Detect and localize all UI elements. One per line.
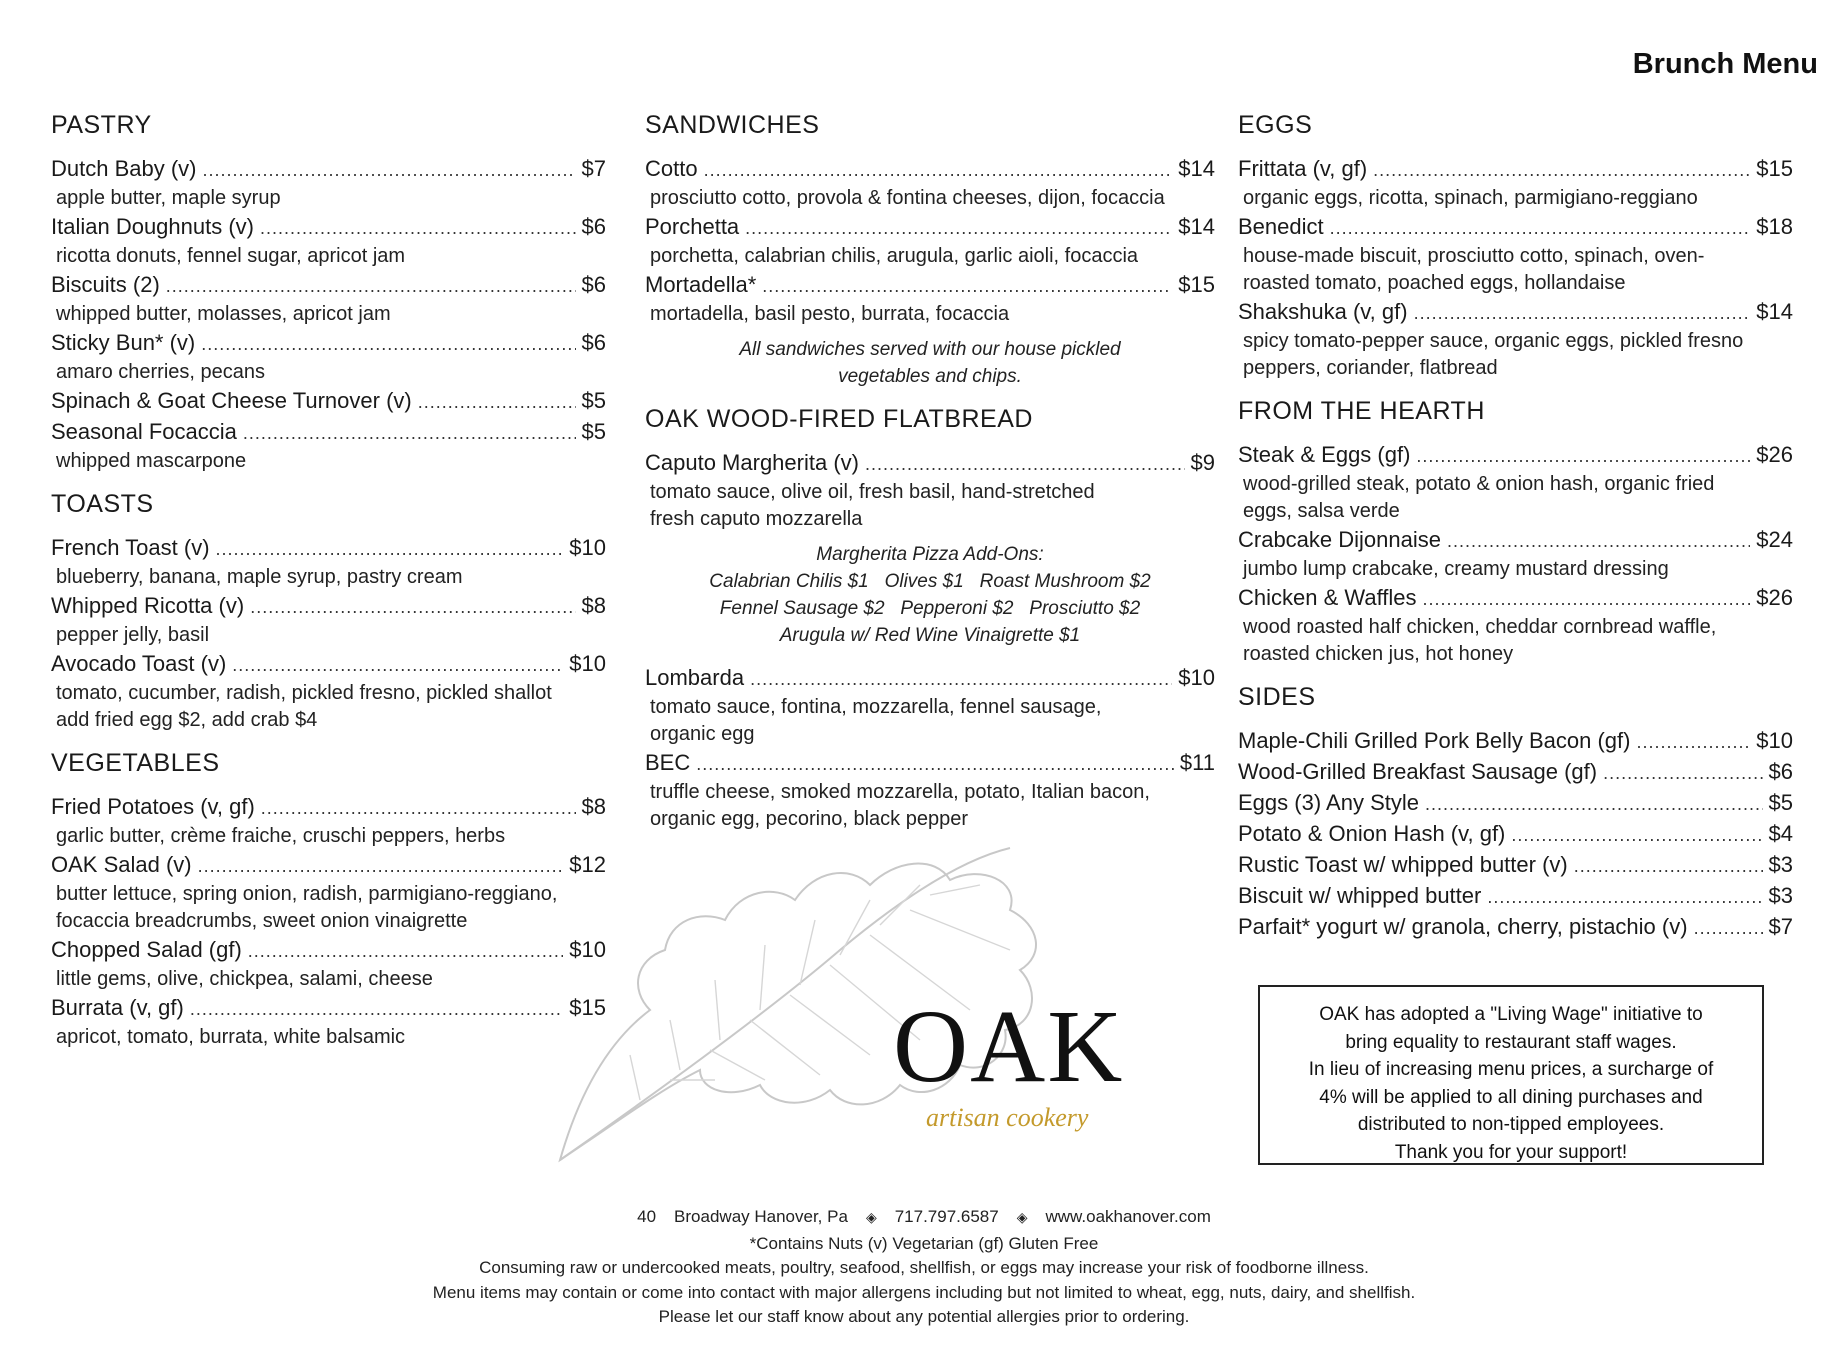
section-title: EGGS: [1238, 111, 1313, 139]
dot-leader: [762, 272, 1172, 301]
menu-item-steak-eggs-gf: [1238, 440, 1793, 525]
menu-item-price: $5: [581, 388, 606, 413]
menu-item-description: organic egg: [650, 723, 755, 745]
menu-item-spinach-goat-cheese-turnover-v: [51, 386, 606, 417]
menu-item-row: [645, 212, 1215, 243]
menu-item-name: Benedict: [1238, 214, 1324, 239]
menu-item-price: $6: [581, 214, 606, 239]
menu-item-name: Frittata (v, gf): [1238, 156, 1368, 181]
menu-item-price: $10: [569, 535, 606, 560]
dot-leader: [1425, 790, 1763, 819]
section-title: OAK WOOD-FIRED FLATBREAD: [645, 405, 1033, 433]
section-sandwiches: [645, 110, 1215, 390]
menu-item-mortadella: [645, 270, 1215, 328]
menu-item-description: wood-grilled steak, potato & onion hash, organic fried: [1243, 473, 1715, 495]
menu-item-price: $7: [1768, 914, 1793, 939]
menu-item-row: [1238, 525, 1793, 556]
menu-item-row: [1238, 726, 1793, 757]
menu-item-price: $8: [581, 794, 606, 819]
oak-logo-tagline: artisan cookery: [926, 1103, 1089, 1132]
menu-item-row: [51, 154, 606, 185]
menu-item-name: BEC: [645, 750, 691, 775]
wage-notice-line: OAK has adopted a "Living Wage" initiative to: [1319, 1004, 1703, 1025]
dot-leader: [261, 794, 576, 823]
menu-item-description: peppers, coriander, flatbread: [1243, 357, 1498, 379]
menu-item-row: [1238, 154, 1793, 185]
menu-item-name: Whipped Ricotta (v): [51, 593, 245, 618]
menu-item-italian-doughnuts-v: [51, 212, 606, 270]
dot-leader: [198, 852, 564, 881]
menu-item-description: ricotta donuts, fennel sugar, apricot jam: [56, 245, 406, 267]
menu-item-description: blueberry, banana, maple syrup, pastry cream: [56, 566, 463, 588]
menu-item-description: tomato sauce, olive oil, fresh basil, hand-stretched: [650, 481, 1095, 503]
menu-item-price: $12: [569, 852, 606, 877]
menu-item-name: French Toast (v): [51, 535, 210, 560]
menu-item-row: [51, 935, 606, 966]
menu-item-description: prosciutto cotto, provola & fontina cheeses, dijon, focaccia: [650, 187, 1165, 209]
dot-leader: [250, 593, 575, 622]
dot-leader: [704, 156, 1173, 185]
menu-item-price: $24: [1756, 527, 1793, 552]
section-vegetables: [51, 748, 606, 1051]
menu-item-name: Maple-Chili Grilled Pork Belly Bacon (gf): [1238, 728, 1631, 753]
menu-item-price: $10: [569, 651, 606, 676]
menu-item-description: apple butter, maple syrup: [56, 187, 281, 209]
dot-leader: [745, 214, 1172, 243]
menu-item-description: butter lettuce, spring onion, radish, parmigiano-reggiano,: [56, 883, 558, 905]
menu-item-price: $26: [1756, 585, 1793, 610]
menu-item-price: $5: [1768, 790, 1793, 815]
menu-item-row: [51, 993, 606, 1024]
menu-item-name: Rustic Toast w/ whipped butter (v): [1238, 852, 1568, 877]
menu-item-description: mortadella, basil pesto, burrata, focaccia: [650, 303, 1010, 325]
menu-item-row: [51, 417, 606, 448]
menu-item-caputo-margherita-v: [645, 448, 1215, 533]
menu-item-fried-potatoes-v-gf: [51, 792, 606, 850]
menu-item-name: Potato & Onion Hash (v, gf): [1238, 821, 1506, 846]
section-title: SANDWICHES: [645, 111, 820, 139]
menu-item-biscuit-w-whipped-butter: [1238, 881, 1793, 912]
dot-leader: [166, 272, 576, 301]
menu-item-burrata-v-gf: [51, 993, 606, 1051]
menu-item-description: focaccia breadcrumbs, sweet onion vinaigrette: [56, 910, 468, 932]
menu-item-price: $14: [1178, 156, 1215, 181]
menu-item-description: porchetta, calabrian chilis, arugula, garlic aioli, focaccia: [650, 245, 1139, 267]
menu-item-price: $4: [1768, 821, 1793, 846]
menu-item-price: $15: [569, 995, 606, 1020]
menu-item-row: [1238, 212, 1793, 243]
menu-item-row: [51, 792, 606, 823]
menu-item-row: [1238, 912, 1793, 943]
menu-item-chicken-waffles: [1238, 583, 1793, 668]
dot-leader: [696, 750, 1174, 779]
dot-leader: [243, 419, 576, 448]
dot-leader: [418, 388, 576, 417]
menu-item-name: Chopped Salad (gf): [51, 937, 242, 962]
menu-item-row: [645, 270, 1215, 301]
dietary-legend: *Contains Nuts (v) Vegetarian (gf) Gluten Free: [749, 1233, 1099, 1253]
section-pastry: [51, 110, 606, 475]
section-toasts: [51, 489, 606, 734]
dot-leader: [203, 156, 576, 185]
section-sides: [1238, 682, 1793, 943]
menu-item-price: $3: [1768, 883, 1793, 908]
menu-item-name: Crabcake Dijonnaise: [1238, 527, 1441, 552]
menu-item-name: Parfait* yogurt w/ granola, cherry, pistachio (v): [1238, 914, 1688, 939]
menu-item-row: [1238, 297, 1793, 328]
menu-item-row: [51, 328, 606, 359]
note-line: Margherita Pizza Add-Ons:: [816, 544, 1044, 565]
wage-notice-line: Thank you for your support!: [1394, 1141, 1628, 1163]
menu-item-description: house-made biscuit, prosciutto cotto, spinach, oven-: [1243, 245, 1705, 267]
oak-logo-wordmark: OAK: [893, 989, 1125, 1104]
dot-leader: [190, 995, 563, 1024]
menu-item-row: [1238, 881, 1793, 912]
menu-item-row: [645, 663, 1215, 694]
menu-item-cotto: [645, 154, 1215, 212]
menu-item-row: [51, 212, 606, 243]
menu-item-shakshuka-v-gf: [1238, 297, 1793, 382]
dot-leader: [201, 330, 575, 359]
dot-leader: [1447, 527, 1750, 556]
disclaimer-line: Consuming raw or undercooked meats, poultry, seafood, shellfish, or eggs may increase your risk of foodborne illness.: [479, 1258, 1369, 1277]
dot-leader: [232, 651, 563, 680]
phone: 717.797.6587: [894, 1207, 999, 1226]
menu-item-description: add fried egg $2, add crab $4: [56, 709, 318, 731]
dot-leader: [1414, 299, 1751, 328]
menu-item-row: [1238, 757, 1793, 788]
menu-item-potato-onion-hash-v-gf: [1238, 819, 1793, 850]
dot-leader: [1487, 883, 1762, 912]
menu-item-price: $26: [1756, 442, 1793, 467]
disclaimer-line: Please let our staff know about any potential allergies prior to ordering.: [658, 1307, 1190, 1326]
menu-item-name: OAK Salad (v): [51, 852, 192, 877]
menu-item-description: tomato, cucumber, radish, pickled fresno, pickled shallot: [56, 682, 552, 704]
menu-item-price: $15: [1756, 156, 1793, 181]
menu-item-crabcake-dijonnaise: [1238, 525, 1793, 583]
menu-item-description: jumbo lump crabcake, creamy mustard dressing: [1243, 558, 1669, 580]
menu-item-name: Seasonal Focaccia: [51, 419, 237, 444]
wage-notice-line: distributed to non-tipped employees.: [1357, 1114, 1665, 1135]
menu-item-row: [1238, 788, 1793, 819]
menu-column-center: [645, 110, 1215, 847]
diamond-icon: ◈: [865, 1209, 877, 1225]
menu-item-row: [645, 448, 1215, 479]
menu-item-row: [645, 748, 1215, 779]
section-title: SIDES: [1238, 683, 1316, 711]
dot-leader: [1636, 728, 1750, 757]
menu-item-row: [51, 649, 606, 680]
menu-item-name: Mortadella*: [645, 272, 757, 297]
menu-item-name: Shakshuka (v, gf): [1238, 299, 1408, 324]
menu-item-description: wood roasted half chicken, cheddar cornbread waffle,: [1243, 616, 1717, 638]
menu-item-price: $11: [1179, 750, 1215, 775]
dot-leader: [260, 214, 576, 243]
wage-notice-line: bring equality to restaurant staff wages.: [1345, 1031, 1677, 1053]
menu-item-description: organic egg, pecorino, black pepper: [650, 808, 968, 830]
menu-item-name: Burrata (v, gf): [51, 995, 184, 1020]
menu-item-maple-chili-grilled-pork-belly-bacon-gf: [1238, 726, 1793, 757]
section-title: PASTRY: [51, 111, 152, 139]
dot-leader: [248, 937, 563, 966]
menu-item-sticky-bun-v: [51, 328, 606, 386]
menu-item-rustic-toast-w-whipped-butter-v: [1238, 850, 1793, 881]
wage-notice-line: In lieu of increasing menu prices, a surcharge of: [1308, 1059, 1714, 1080]
section-title: TOASTS: [51, 490, 154, 518]
menu-item-price: $10: [1756, 728, 1793, 753]
menu-item-name: Fried Potatoes (v, gf): [51, 794, 255, 819]
menu-item-row: [51, 591, 606, 622]
menu-item-whipped-ricotta-v: [51, 591, 606, 649]
menu-item-name: Porchetta: [645, 214, 740, 239]
section-title: FROM THE HEARTH: [1238, 397, 1485, 425]
menu-item-price: $18: [1756, 214, 1793, 239]
note-line: Fennel Sausage $2 Pepperoni $2 Prosciutto $2: [719, 598, 1141, 619]
menu-item-price: $5: [581, 419, 606, 444]
menu-item-price: $6: [581, 330, 606, 355]
menu-item-description: apricot, tomato, burrata, white balsamic: [56, 1026, 406, 1048]
dot-leader: [1416, 442, 1750, 471]
section-note: [645, 336, 1215, 390]
menu-item-name: Wood-Grilled Breakfast Sausage (gf): [1238, 759, 1598, 784]
diamond-icon: ◈: [1016, 1209, 1028, 1225]
menu-item-french-toast-v: [51, 533, 606, 591]
menu-column-right: [1238, 110, 1793, 957]
menu-item-description: tomato sauce, fontina, mozzarella, fennel sausage,: [650, 696, 1102, 718]
menu-item-frittata-v-gf: [1238, 154, 1793, 212]
address: Broadway Hanover, Pa: [674, 1207, 848, 1226]
menu-item-price: $10: [569, 937, 606, 962]
menu-item-price: $3: [1768, 852, 1793, 877]
section-from-the-hearth: [1238, 396, 1793, 668]
menu-item-row: [51, 850, 606, 881]
menu-item-name: Spinach & Goat Cheese Turnover (v): [51, 388, 412, 413]
menu-item-name: Dutch Baby (v): [51, 156, 197, 181]
menu-item-name: Caputo Margherita (v): [645, 450, 859, 475]
menu-item-price: $14: [1178, 214, 1215, 239]
menu-item-price: $8: [581, 593, 606, 618]
menu-item-bec: [645, 748, 1215, 833]
section-note: [645, 541, 1215, 649]
dot-leader: [750, 665, 1172, 694]
dot-leader: [1330, 214, 1751, 243]
menu-item-description: fresh caputo mozzarella: [650, 508, 863, 530]
footer-contact: [0, 1205, 1848, 1230]
menu-item-description: organic eggs, ricotta, spinach, parmigiano-reggiano: [1243, 187, 1698, 209]
menu-item-dutch-baby-v: [51, 154, 606, 212]
menu-item-description: roasted chicken jus, hot honey: [1243, 643, 1514, 665]
menu-item-price: $6: [1768, 759, 1793, 784]
section-title: VEGETABLES: [51, 749, 220, 777]
note-line: vegetables and chips.: [838, 366, 1022, 387]
menu-item-description: roasted tomato, poached eggs, hollandaise: [1243, 272, 1626, 294]
menu-item-name: Eggs (3) Any Style: [1238, 790, 1419, 815]
menu-item-eggs-3-any-style: [1238, 788, 1793, 819]
menu-item-price: $7: [581, 156, 606, 181]
section-eggs: [1238, 110, 1793, 382]
menu-item-row: [51, 270, 606, 301]
living-wage-notice: [1258, 985, 1764, 1165]
menu-item-description: eggs, salsa verde: [1243, 500, 1400, 522]
page-title: Brunch Menu: [1632, 48, 1818, 80]
menu-item-description: garlic butter, crème fraiche, cruschi peppers, herbs: [56, 825, 506, 847]
disclaimer-line: Menu items may contain or come into contact with major allergens including but not limited to wheat, egg, nuts, dairy, and shellfish.: [432, 1282, 1416, 1302]
menu-item-name: Lombarda: [645, 665, 745, 690]
menu-item-name: Avocado Toast (v): [51, 651, 227, 676]
menu-item-row: [1238, 819, 1793, 850]
menu-item-row: [1238, 440, 1793, 471]
wage-notice-line: 4% will be applied to all dining purchases and: [1319, 1086, 1703, 1108]
note-line: Arugula w/ Red Wine Vinaigrette $1: [779, 625, 1081, 646]
dot-leader: [1574, 852, 1763, 881]
dot-leader: [216, 535, 564, 564]
note-line: Calabrian Chilis $1 Olives $1 Roast Mushroom $2: [709, 571, 1151, 592]
menu-column-left: [51, 110, 606, 1065]
menu-item-row: [51, 386, 606, 417]
menu-item-description: spicy tomato-pepper sauce, organic eggs, pickled fresno: [1243, 330, 1744, 352]
dot-leader: [1694, 914, 1763, 943]
menu-item-description: pepper jelly, basil: [56, 624, 210, 646]
menu-item-name: Steak & Eggs (gf): [1238, 442, 1411, 467]
menu-item-description: truffle cheese, smoked mozzarella, potato, Italian bacon,: [650, 781, 1150, 803]
menu-item-description: amaro cherries, pecans: [56, 361, 265, 383]
dot-leader: [1423, 585, 1751, 614]
address-number: 40: [637, 1207, 657, 1226]
menu-item-benedict: [1238, 212, 1793, 297]
menu-item-name: Biscuit w/ whipped butter: [1238, 883, 1482, 908]
menu-item-price: $9: [1190, 450, 1215, 475]
menu-item-price: $15: [1178, 272, 1215, 297]
dot-leader: [1511, 821, 1762, 850]
menu-item-oak-salad-v: [51, 850, 606, 935]
menu-item-price: $14: [1756, 299, 1793, 324]
menu-item-description: whipped mascarpone: [56, 450, 247, 472]
dot-leader: [865, 450, 1185, 479]
menu-item-row: [1238, 850, 1793, 881]
menu-item-price: $10: [1178, 665, 1215, 690]
menu-item-name: Sticky Bun* (v): [51, 330, 196, 355]
footer: [0, 1205, 1848, 1330]
menu-item-name: Cotto: [645, 156, 698, 181]
menu-item-name: Chicken & Waffles: [1238, 585, 1417, 610]
menu-item-wood-grilled-breakfast-sausage-gf: [1238, 757, 1793, 788]
menu-item-row: [645, 154, 1215, 185]
menu-item-lombarda: [645, 663, 1215, 748]
website-link[interactable]: www.oakhanover.com: [1045, 1207, 1211, 1226]
menu-item-name: Italian Doughnuts (v): [51, 214, 254, 239]
menu-item-porchetta: [645, 212, 1215, 270]
menu-item-name: Biscuits (2): [51, 272, 160, 297]
menu-item-description: whipped butter, molasses, apricot jam: [56, 303, 391, 325]
dot-leader: [1603, 759, 1762, 788]
menu-item-parfait-yogurt-w-granola-cherry-pistachio-v: [1238, 912, 1793, 943]
menu-item-seasonal-focaccia: [51, 417, 606, 475]
note-line: All sandwiches served with our house pickled: [739, 339, 1121, 360]
menu-item-row: [51, 533, 606, 564]
menu-item-biscuits-2: [51, 270, 606, 328]
menu-item-avocado-toast-v: [51, 649, 606, 734]
menu-item-description: little gems, olive, chickpea, salami, cheese: [56, 968, 433, 990]
menu-item-chopped-salad-gf: [51, 935, 606, 993]
menu-item-row: [1238, 583, 1793, 614]
menu-item-price: $6: [581, 272, 606, 297]
section-oak-wood-fired-flatbread: [645, 404, 1215, 833]
dot-leader: [1373, 156, 1750, 185]
